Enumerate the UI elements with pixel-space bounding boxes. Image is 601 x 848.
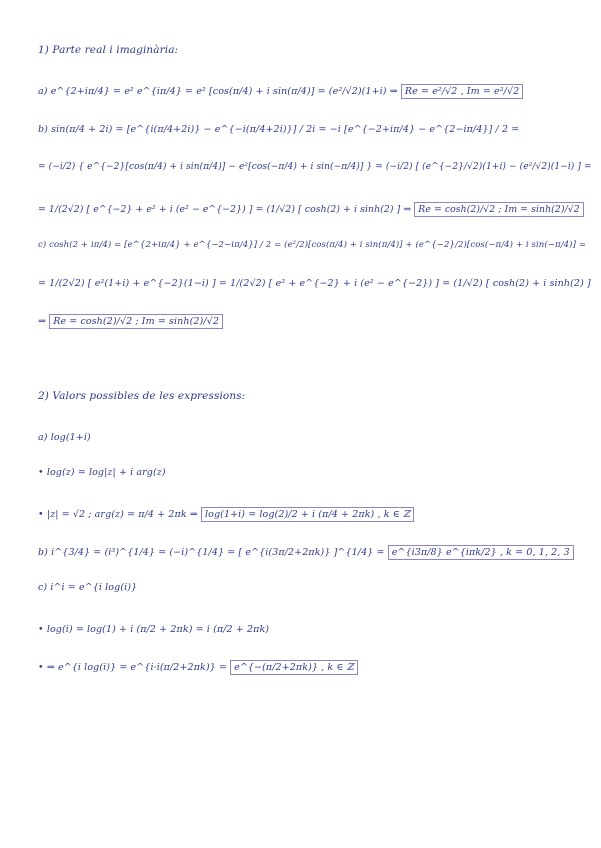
part-b-line3 [38,202,584,217]
section2-part-c-result-text: • ⇒ e^{i log(i)} = e^{i·i(π/2+2πk)} = [38,662,227,673]
section2-part-c-expression: c) i^i = e^{i log(i)} [38,582,138,593]
part-b-result-box: Re = cosh(2)/√2 ; Im = sinh(2)/√2 [414,202,584,217]
section2-part-a-result-box: log(1+i) = log(2)/2 + i (π/4 + 2πk) , k ∈ ℤ [201,507,414,522]
section2-part-c-result [38,660,358,675]
part-c-line2: = 1/(2√2) [ e²(1+i) + e^{−2}(1−i) ] = 1/(2√2) [ e² + e^{−2} + i (e² − e^{−2}) ] = (1/√2) [ cosh(2) + i sinh(2) ] [38,278,591,289]
part-a-equation: a) e^{2+iπ/4} = e² e^{iπ/4} = e² [cos(π/4) + i sin(π/4)] = (e²/√2)(1+i) ⇒ [38,86,398,97]
section2-log-definition: • log(z) = log|z| + i arg(z) [38,467,166,478]
part-b-line2: = (−i/2) { e^{−2}[cos(π/4) + i sin(π/4)] − e²[cos(−π/4) + i sin(−π/4)] } = (−i/2) [ (e^{−2}/√2)(1+i) − (e²/√2)(1−i) ] = [38,162,592,172]
section2-part-c-log: • log(i) = log(1) + i (π/2 + 2πk) = i (π/2 + 2πk) [38,624,270,635]
part-a-result-box: Re = e²/√2 , Im = e²/√2 [401,84,523,99]
part-c-result-box: Re = cosh(2)/√2 ; Im = sinh(2)/√2 [49,314,223,329]
part-b-line3-text: = 1/(2√2) [ e^{−2} + e² + i (e² − e^{−2}) ] = (1/√2) [ cosh(2) + i sinh(2) ] ⇒ [38,204,412,215]
section2-part-b-result-box: e^{i3π/8} e^{iπk/2} , k = 0, 1, 2, 3 [388,545,574,560]
part-a-expression [38,84,523,99]
section2-title: 2) Valors possibles de les expressions: [38,390,246,402]
part-c-expression: c) cosh(2 + iπ/4) = [e^{2+iπ/4} + e^{−2−iπ/4}] / 2 = (e²/2)[cos(π/4) + i sin(π/4)] + (e^{−2}/2)[cos(−π/4) + i sin(−π/4)] = [38,240,587,250]
part-c-arrow: ⇒ [38,316,47,327]
section2-part-c-result-box: e^{−(π/2+2πk)} , k ∈ ℤ [230,660,358,675]
section2-part-a-values [38,507,414,522]
part-b-expression: b) sin(π/4 + 2i) = [e^{i(π/4+2i)} − e^{−i(π/4+2i)}] / 2i = −i [e^{−2+iπ/4} − e^{2−iπ/4}] / 2 = [38,124,520,135]
section2-part-b-expression [38,545,574,560]
section2-part-a-label: a) log(1+i) [38,432,91,443]
section1-title: 1) Parte real i imaginària: [38,44,179,56]
section2-part-a-values-text: • |z| = √2 ; arg(z) = π/4 + 2πk ⇒ [38,509,198,520]
section2-part-b-text: b) i^{3/4} = (i³)^{1/4} = (−i)^{1/4} = [ e^{i(3π/2+2πk)} ]^{1/4} = [38,547,385,558]
part-c-result [38,314,223,329]
